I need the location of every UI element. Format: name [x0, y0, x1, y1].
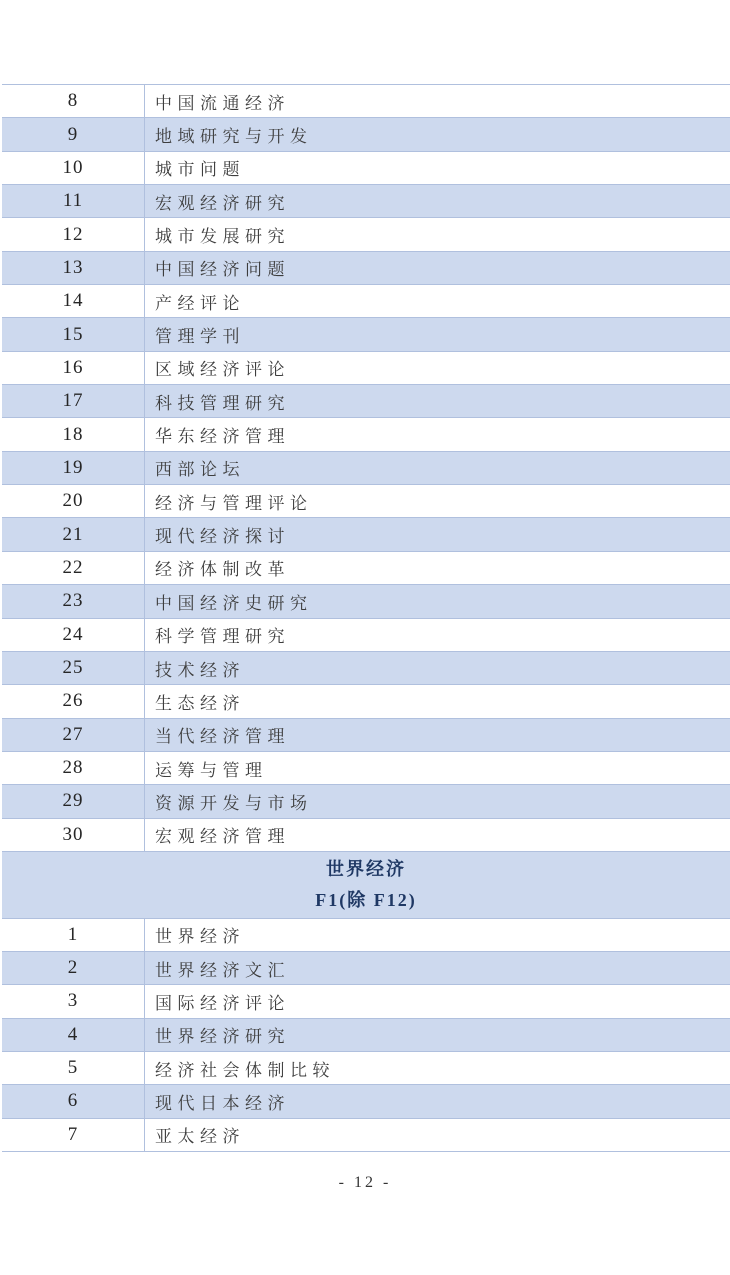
row-number: 11: [2, 185, 145, 217]
table-row: [2, 152, 730, 185]
table-row: [2, 1085, 730, 1118]
row-number: 24: [2, 619, 145, 651]
journal-name: 区域经济评论: [155, 360, 290, 380]
table-row: [2, 252, 730, 285]
table-row: [2, 418, 730, 451]
journal-name: 管理学刊: [155, 327, 245, 347]
journal-ranking-table: [2, 84, 730, 1152]
row-number: 2: [2, 952, 145, 984]
journal-name: 生态经济: [155, 693, 245, 713]
journal-name: 西部论坛: [155, 460, 245, 480]
journal-name: 中国流通经济: [155, 93, 290, 113]
row-number: 29: [2, 785, 145, 817]
row-number: 15: [2, 318, 145, 350]
journal-name: 宏观经济管理: [155, 827, 290, 847]
row-number: 26: [2, 685, 145, 717]
table-row: [2, 752, 730, 785]
row-number: 9: [2, 118, 145, 150]
row-number: 4: [2, 1019, 145, 1051]
row-number: 3: [2, 985, 145, 1017]
table-row: [2, 952, 730, 985]
row-number: 25: [2, 652, 145, 684]
journal-name: 运筹与管理: [155, 760, 268, 780]
row-number: 19: [2, 452, 145, 484]
journal-name: 科学管理研究: [155, 627, 290, 647]
row-number: 6: [2, 1085, 145, 1117]
table-row: [2, 619, 730, 652]
journal-name: 世界经济研究: [155, 1027, 290, 1047]
page-number: - 12 -: [338, 1174, 392, 1191]
row-number: 12: [2, 218, 145, 250]
row-number: 21: [2, 518, 145, 550]
journal-name: 世界经济文汇: [155, 960, 290, 980]
table-row: [2, 385, 730, 418]
row-number: 30: [2, 819, 145, 851]
journal-name: 世界经济: [155, 927, 245, 947]
table-row: [2, 1019, 730, 1052]
table-row: [2, 919, 730, 952]
journal-name: 产经评论: [155, 293, 245, 313]
journal-name: 国际经济评论: [155, 993, 290, 1013]
row-number: 22: [2, 552, 145, 584]
table-row: [2, 719, 730, 752]
journal-name: 经济与管理评论: [155, 493, 313, 513]
row-number: 27: [2, 719, 145, 751]
row-number: 5: [2, 1052, 145, 1084]
table-row: [2, 1119, 730, 1152]
journal-name: 当代经济管理: [155, 727, 290, 747]
table-row: [2, 485, 730, 518]
row-number: 1: [2, 919, 145, 951]
table-row: [2, 585, 730, 618]
journal-name: 经济体制改革: [155, 560, 290, 580]
table-section-continued: [2, 85, 730, 852]
row-number: 8: [2, 85, 145, 117]
row-number: 14: [2, 285, 145, 317]
table-section-world-economy: [2, 919, 730, 1152]
journal-name: 地域研究与开发: [155, 127, 313, 147]
section-code: F1(除 F12): [315, 889, 417, 910]
journal-name: 现代经济探讨: [155, 527, 290, 547]
section-title: 世界经济: [326, 858, 406, 879]
table-row: [2, 85, 730, 118]
journal-name: 资源开发与市场: [155, 793, 313, 813]
row-number: 7: [2, 1119, 145, 1151]
row-number: 28: [2, 752, 145, 784]
table-row: [2, 518, 730, 551]
table-row: [2, 118, 730, 151]
journal-name: 现代日本经济: [155, 1093, 290, 1113]
journal-name: 华东经济管理: [155, 427, 290, 447]
journal-name: 城市发展研究: [155, 227, 290, 247]
table-row: [2, 685, 730, 718]
row-number: 13: [2, 252, 145, 284]
row-number: 23: [2, 585, 145, 617]
table-row: [2, 552, 730, 585]
table-row: [2, 452, 730, 485]
table-row: [2, 819, 730, 852]
table-row: [2, 652, 730, 685]
journal-name: 经济社会体制比较: [155, 1060, 335, 1080]
table-row: [2, 318, 730, 351]
table-row: [2, 785, 730, 818]
table-row: [2, 285, 730, 318]
journal-name: 中国经济问题: [155, 260, 290, 280]
row-number: 10: [2, 152, 145, 184]
table-row: [2, 185, 730, 218]
section-header: [2, 852, 730, 919]
row-number: 20: [2, 485, 145, 517]
table-row: [2, 218, 730, 251]
table-row: [2, 985, 730, 1018]
journal-name: 宏观经济研究: [155, 193, 290, 213]
journal-name: 技术经济: [155, 660, 245, 680]
journal-name: 亚太经济: [155, 1127, 245, 1147]
journal-name: 中国经济史研究: [155, 593, 313, 613]
table-row: [2, 1052, 730, 1085]
row-number: 16: [2, 352, 145, 384]
journal-name: 城市问题: [155, 160, 245, 180]
row-number: 17: [2, 385, 145, 417]
table-row: [2, 352, 730, 385]
row-number: 18: [2, 418, 145, 450]
journal-name: 科技管理研究: [155, 393, 290, 413]
